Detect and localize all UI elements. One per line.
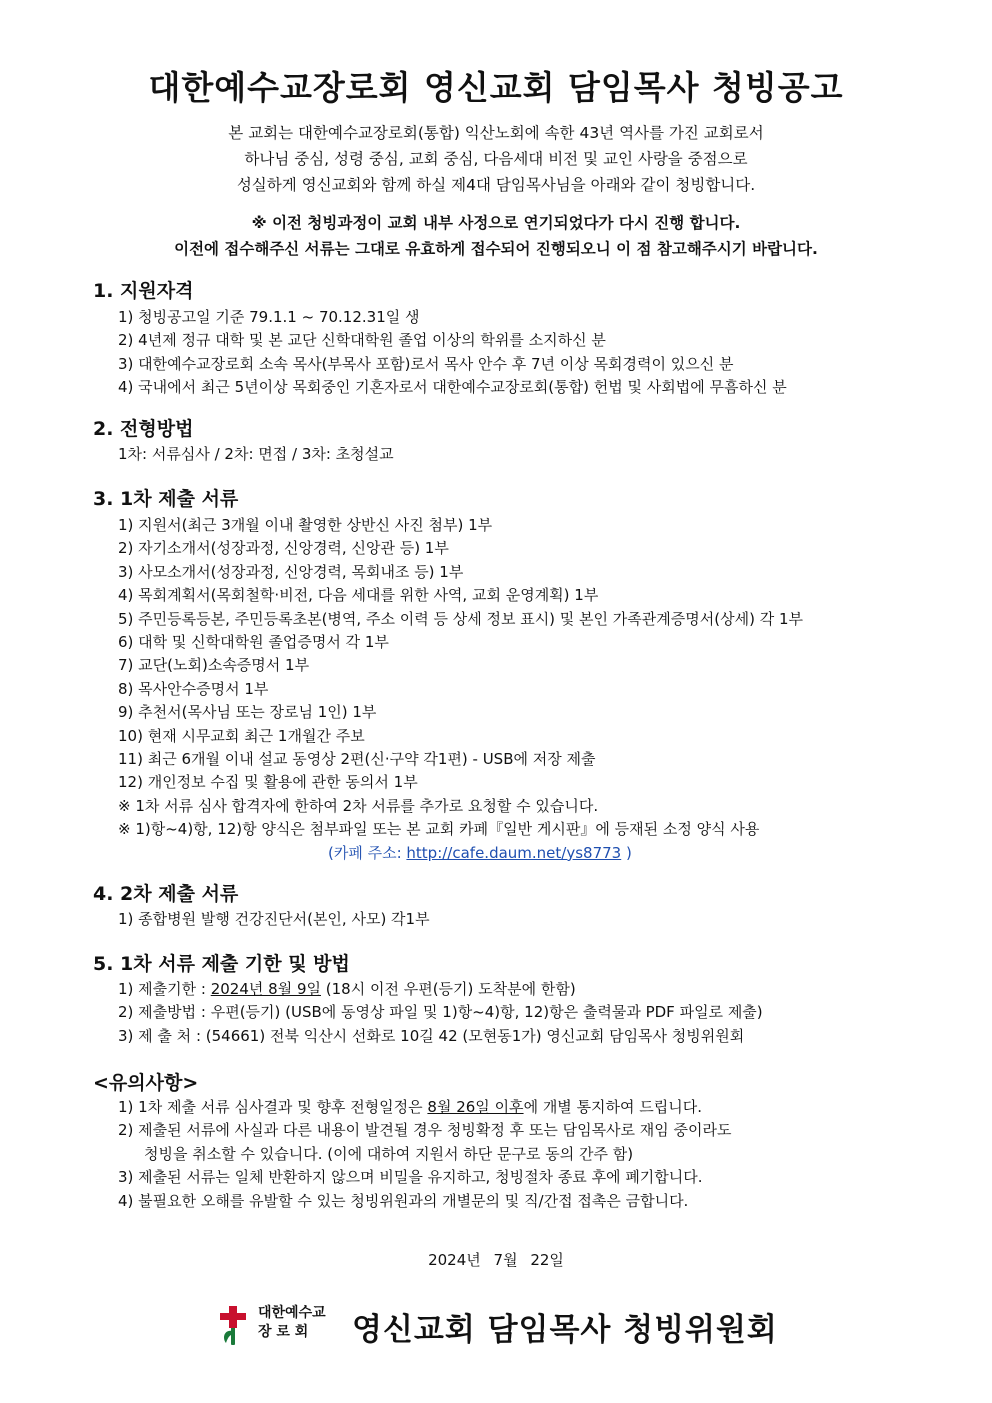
list-item: 2) 제출방법 : 우편(등기) (USB에 동영상 파일 및 1)항~4)항, 12)항은 출력물과 PDF 파일로 제출) [118,1003,763,1022]
list-item: 6) 대학 및 신학대학원 졸업증명서 각 1부 [118,633,389,652]
list-item: 1) 지원서(최근 3개월 이내 촬영한 상반신 사진 첨부) 1부 [118,516,493,534]
church-cross-logo-icon [218,1305,248,1347]
denomination-line: 대한예수교 [258,1305,326,1321]
section-title-selection: 2. 전형방법 [93,418,194,440]
list-item [118,978,763,1001]
second-documents-list [118,908,430,931]
cafe-address [118,842,803,865]
list-item: 9) 추천서(목사님 또는 장로님 1인) 1부 [118,703,377,722]
denomination-name [258,1304,326,1342]
announcement-date: 2024년 7월 22일 [428,1251,564,1269]
notice-line: ※ 이전 청빙과정이 교회 내부 사정으로 연기되었다가 다시 진행 합니다. [251,214,741,232]
list-item: 4) 목회계획서(목회철학·비전, 다음 세대를 위한 사역, 교회 운영계획) 1부 [118,586,599,605]
submission-list [118,978,763,1048]
list-item: 8) 목사안수증명서 1부 [118,679,269,698]
notice-line: 이전에 접수해주신 서류는 그대로 유효하게 접수되어 진행되오니 이 점 참고해주시기 바랍니다. [174,240,818,258]
result-date: 8월 26일 이후 [427,1098,524,1116]
list-item-continued: 청빙을 취소할 수 있습니다. (이에 대하여 지원서 하단 문구로 동의 간주 함) [144,1144,634,1163]
intro-line: 본 교회는 대한예수교장로회(통합) 익산노회에 속한 43년 역사를 가진 교회로서 [228,124,764,142]
notice-paragraph [0,210,992,262]
cafe-suffix: ) [621,843,632,862]
section-title-submission: 5. 1차 서류 제출 기한 및 방법 [93,953,350,975]
list-item: 11) 최근 6개월 이내 설교 동영상 2편(신·구약 각1편) - USB에 저장 제출 [118,750,596,769]
intro-line: 하나님 중심, 성령 중심, 교회 중심, 다음세대 비전 및 교인 사랑을 중점으로 [244,150,748,168]
first-documents-list [118,514,803,865]
list-item: 3) 사모소개서(성장과정, 신앙경력, 목회내조 등) 1부 [118,562,464,581]
section-title-first-documents: 3. 1차 제출 서류 [93,488,239,510]
intro-paragraph [0,120,992,198]
deadline-note: (18시 이전 우편(등기) 도착분에 한함) [321,980,576,998]
note-text: 에 개별 통지하여 드립니다. [523,1098,703,1116]
list-item: 2) 자기소개서(성장과정, 신앙경력, 신앙관 등) 1부 [118,539,449,558]
list-item: 2) 4년제 정규 대학 및 본 교단 신학대학원 졸업 이상의 학위를 소지하신 분 [118,331,606,350]
list-item: 1) 종합병원 발행 건강진단서(본인, 사모) 각1부 [118,910,430,928]
list-item: 1) 청빙공고일 기준 79.1.1 ~ 70.12.31일 생 [118,308,420,326]
cafe-link[interactable]: http://cafe.daum.net/ys8773 [406,843,622,862]
cafe-prefix: (카페 주소: [328,843,407,862]
list-item [118,1096,732,1119]
note-item: ※ 1차 서류 심사 합격자에 한하여 2차 서류를 추가로 요청할 수 있습니다. [118,796,599,815]
deadline-date: 2024년 8월 9일 [210,980,321,998]
list-item: 5) 주민등록등본, 주민등록초본(병역, 주소 이력 등 상세 정보 표시) 및 본인 가족관계증명서(상세) 각 1부 [118,609,803,628]
section-title-second-documents: 4. 2차 제출 서류 [93,883,239,905]
committee-name: 영신교회 담임목사 청빙위원회 [352,1312,778,1348]
selection-text: 1차: 서류심사 / 2차: 면접 / 3차: 초청설교 [118,445,394,463]
section-title-qualifications: 1. 지원자격 [93,280,194,302]
list-item: 2) 제출된 서류에 사실과 다른 내용이 발견될 경우 청빙확정 후 또는 담임목사로 재임 중이라도 [118,1121,732,1140]
list-item: 4) 불필요한 오해를 유발할 수 있는 청빙위원과의 개별문의 및 직/간접 접촉은 금합니다. [118,1191,689,1210]
list-item: 3) 대한예수교장로회 소속 목사(부목사 포함)로서 목사 안수 후 7년 이상 목회경력이 있으신 분 [118,354,734,373]
qualifications-list [118,306,787,400]
intro-line: 성실하게 영신교회와 함께 하실 제4대 담임목사님을 아래와 같이 청빙합니다. [236,176,756,194]
section-title-notes: <유의사항> [93,1072,199,1094]
list-item: 3) 제 출 처 : (54661) 전북 익산시 선화로 10길 42 (모현동1가) 영신교회 담임목사 청빙위원회 [118,1026,745,1045]
denomination-line: 장 로 회 [258,1324,309,1340]
list-item: 3) 제출된 서류는 일체 반환하지 않으며 비밀을 유지하고, 청빙절차 종료 후에 폐기합니다. [118,1168,703,1187]
note-item: ※ 1)항~4)항, 12)항 양식은 첨부파일 또는 본 교회 카페『일반 게시판』에 등재된 소정 양식 사용 [118,820,760,839]
page-title: 대한예수교장로회 영신교회 담임목사 청빙공고 [148,68,844,107]
list-item: 12) 개인정보 수집 및 활용에 관한 동의서 1부 [118,773,418,792]
list-item: 7) 교단(노회)소속증명서 1부 [118,656,310,675]
notes-list [118,1096,732,1213]
note-text: 1) 1차 제출 서류 심사결과 및 향후 전형일정은 [118,1098,428,1116]
list-item: 4) 국내에서 최근 5년이상 목회중인 기혼자로서 대한예수교장로회(통합) 헌법 및 사회법에 무흠하신 분 [118,378,787,397]
deadline-label: 1) 제출기한 : [118,980,211,998]
list-item: 10) 현재 시무교회 최근 1개월간 주보 [118,726,365,745]
